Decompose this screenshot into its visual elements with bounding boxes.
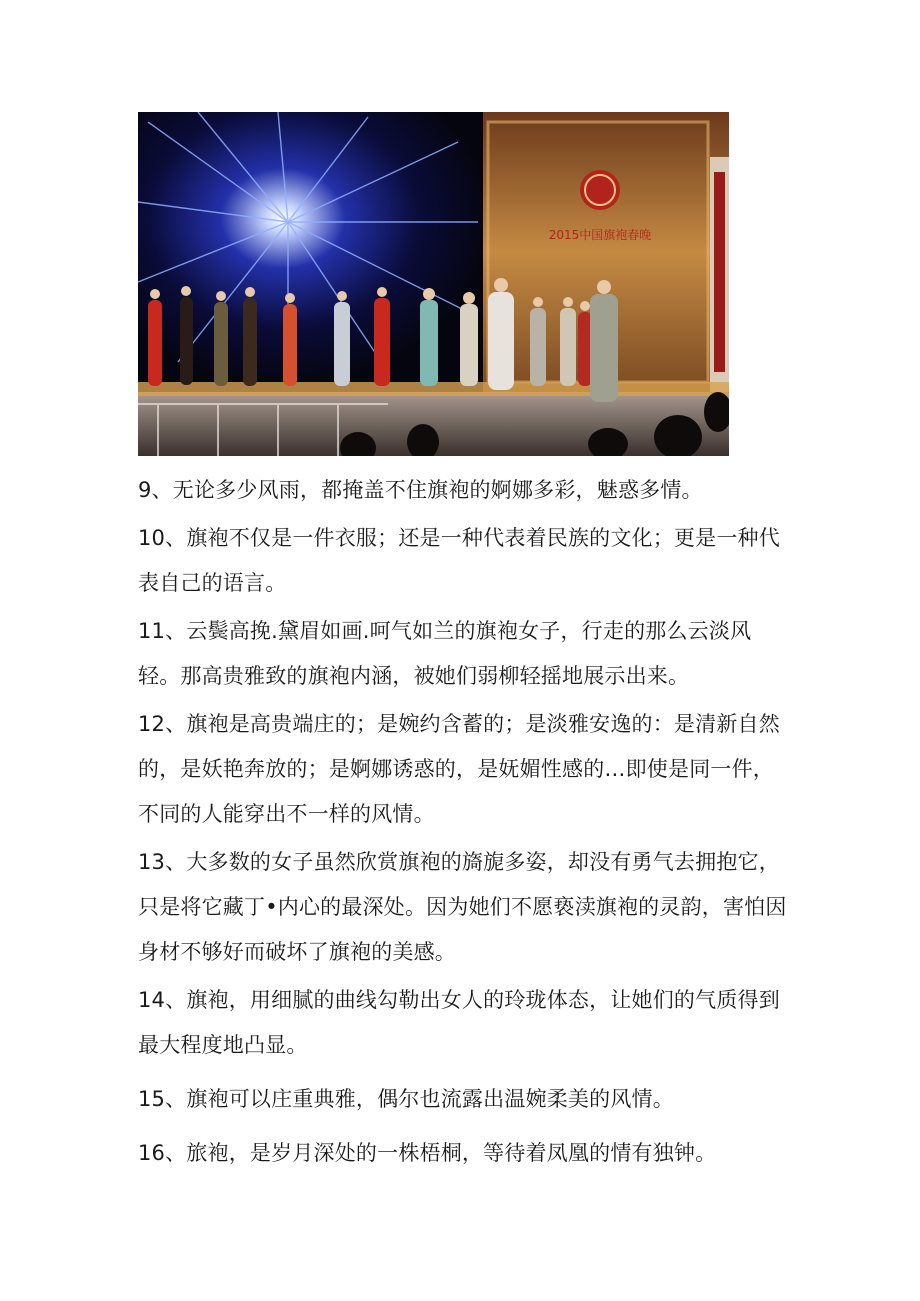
- quote-15: 15、旗袍可以庄重典雅，偶尔也流露出温婉柔美的风情。: [138, 1087, 674, 1111]
- banner-text: 2015中国旗袍春晚: [548, 228, 652, 242]
- quote-14: 14、旗袍，用细腻的曲线勾勒出女人的玲珑体态，让她们的气质得到最大程度地凸显。: [138, 988, 780, 1057]
- quote-10: 10、旗袍不仅是一件衣服；还是一种代表着民族的文化；更是一种代表自己的语言。: [138, 526, 780, 595]
- fashion-show-stage-photo: [138, 112, 729, 456]
- quote-list: [138, 468, 788, 1179]
- quote-13: 13、大多数的女子虽然欣赏旗袍的旖旎多姿，却没有勇气去拥抱它，只是将它藏丁•内心的最深处。因为她们不愿亵渎旗袍的灵韵，害怕因身材不够好而破坏了旗袍的美感。: [138, 850, 787, 964]
- quote-16: 16、旅袍，是岁月深处的一株梧桐，等待着凤凰的情有独钟。: [138, 1141, 717, 1165]
- quote-11: 11、云鬓高挽.黛眉如画.呵气如兰的旗袍女子，行走的那么云淡风轻。那高贵雅致的旗袍内涵，被她们弱柳轻摇地展示出来。: [138, 619, 752, 688]
- quote-9: 9、无论多少风雨，都掩盖不住旗袍的婀娜多彩，魅惑多情。: [138, 478, 703, 502]
- quote-12: 12、旗袍是高贵端庄的；是婉约含蓄的；是淡雅安逸的：是清新自然的，是妖艳奔放的；是婀娜诱惑的，是妩媚性感的…即使是同一件，不同的人能穿出不一样的风情。: [138, 712, 780, 826]
- fashion-show-photo: [138, 112, 729, 456]
